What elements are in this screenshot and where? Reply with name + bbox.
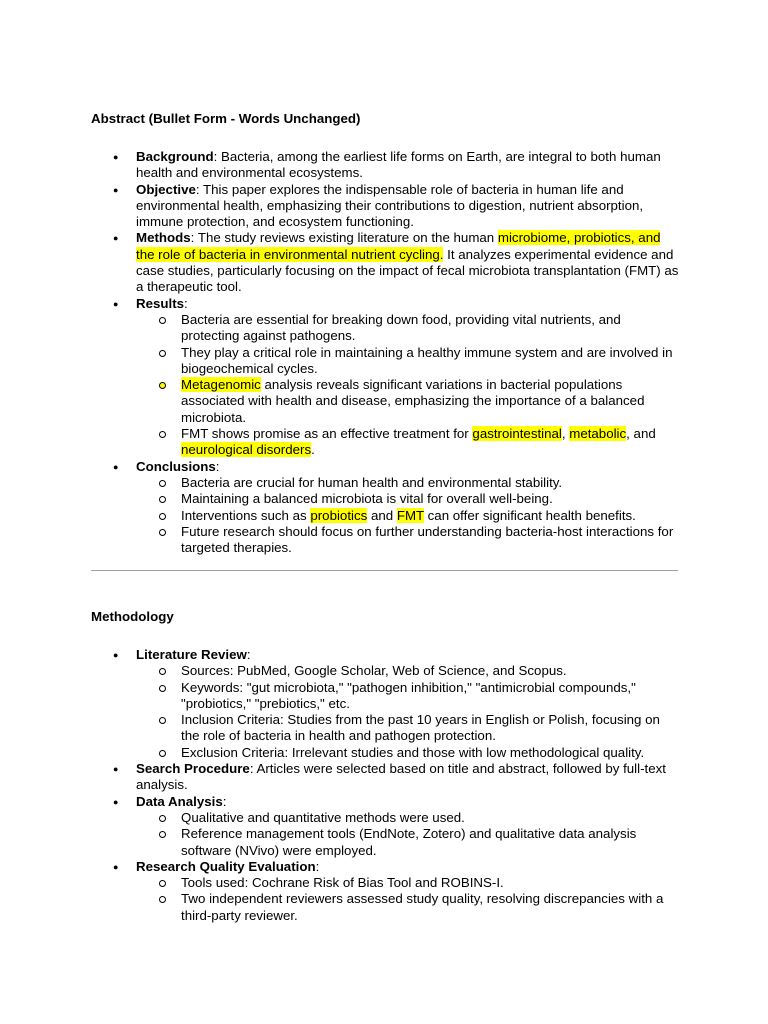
probiotics-highlight: probiotics (310, 507, 368, 523)
gastrointestinal-highlight: gastrointestinal (472, 426, 562, 442)
methodology-heading: Methodology (91, 609, 174, 624)
objective-label: Objective (136, 181, 196, 197)
results-item-3-text: analysis reveals significant variations in bacterial populations associated with health and disease, emphasizing the importance of a balanced microbiota. (181, 377, 645, 425)
results-item-4 (136, 426, 681, 459)
conclusions-item-1: Bacteria are crucial for human health and environmental stability. (136, 475, 681, 491)
data-analysis-item (91, 794, 681, 859)
literature-review-sources: Sources: PubMed, Google Scholar, Web of Science, and Scopus. (136, 663, 681, 679)
background-item (91, 149, 681, 182)
background-text: : Bacteria, among the earliest life forms on Earth, are integral to both human health and environmental ecosystems. (136, 149, 661, 181)
search-procedure-label: Search Procedure (136, 761, 250, 777)
conclusions-sublist (136, 475, 681, 556)
data-analysis-methods: Qualitative and quantitative methods were used. (136, 810, 681, 826)
results-item-4-end: . (311, 442, 315, 458)
abstract-section (91, 111, 681, 556)
results-item-4-before: FMT shows promise as an effective treatment for (181, 426, 473, 442)
methods-text-after: It analyzes experimental evidence and case studies, particularly focusing on the impact of fecal microbiota transplantation (FMT) as a therapeutic tool. (136, 246, 679, 295)
literature-review-sublist (136, 663, 681, 761)
data-analysis-tools: Reference management tools (EndNote, Zotero) and qualitative data analysis software (NVivo) were employed. (136, 826, 681, 859)
results-item-1: Bacteria are essential for breaking down food, providing vital nutrients, and protecting against pathogens. (136, 312, 681, 345)
results-sublist (136, 312, 681, 459)
search-procedure-item (91, 761, 681, 794)
conclusions-item-3-mid: and (367, 507, 397, 523)
methodology-list (91, 647, 681, 924)
conclusions-item-2: Maintaining a balanced microbiota is vital for overall well-being. (136, 491, 681, 507)
results-label: Results (136, 295, 185, 311)
literature-review-label: Literature Review (136, 647, 247, 662)
neurological-highlight: neurological disorders (181, 442, 312, 458)
literature-review-colon: : (246, 647, 251, 662)
research-quality-label: Research Quality Evaluation (136, 858, 316, 874)
data-analysis-colon: : (222, 793, 227, 809)
conclusions-label: Conclusions (136, 458, 216, 474)
literature-review-exclusion: Exclusion Criteria: Irrelevant studies and those with low methodological quality. (136, 745, 681, 761)
conclusions-item-4: Future research should focus on further understanding bacteria-host interactions for targeted therapies. (136, 524, 681, 557)
conclusions-item-3 (136, 508, 681, 524)
research-quality-reviewers: Two independent reviewers assessed study quality, resolving discrepancies with a third-party reviewer. (136, 891, 681, 924)
search-procedure-text: : Articles were selected based on title and abstract, followed by full-text analysis. (136, 761, 666, 793)
objective-text: : This paper explores the indispensable role of bacteria in human life and environmental health, emphasizing their contributions to digestion, nutrient absorption, immune protection, and ecosystem functioning. (136, 181, 644, 230)
results-item-3 (136, 377, 681, 426)
results-item (91, 296, 681, 459)
research-quality-item (91, 859, 681, 924)
results-item-2: They play a critical role in maintaining a healthy immune system and are involved in biogeochemical cycles. (136, 345, 681, 378)
methodology-section (91, 609, 681, 924)
conclusions-item-3-after: can offer significant health benefits. (423, 507, 636, 523)
conclusions-colon: : (215, 458, 220, 474)
results-item-4-sep1: , (561, 426, 570, 442)
methods-text-before: : The study reviews existing literature on the human (190, 230, 498, 246)
data-analysis-sublist (136, 810, 681, 859)
metagenomic-highlight: Metagenomic (181, 377, 261, 393)
conclusions-item-3-before: Interventions such as (181, 507, 311, 523)
section-divider (91, 570, 678, 571)
metabolic-highlight: metabolic (569, 426, 627, 442)
conclusions-item (91, 459, 681, 557)
abstract-heading: Abstract (Bullet Form - Words Unchanged) (91, 111, 361, 126)
data-analysis-label: Data Analysis (136, 793, 223, 809)
research-quality-sublist (136, 875, 681, 924)
objective-item (91, 182, 681, 231)
research-quality-colon: : (315, 858, 320, 874)
methods-highlight: microbiome, probiotics, and the role of bacteria in environmental nutrient cycling. (136, 230, 661, 262)
research-quality-tools: Tools used: Cochrane Risk of Bias Tool and ROBINS-I. (136, 875, 681, 891)
methods-label: Methods (136, 230, 191, 246)
fmt-highlight: FMT (396, 507, 424, 523)
literature-review-item (91, 647, 681, 761)
literature-review-keywords: Keywords: "gut microbiota," "pathogen inhibition," "antimicrobial compounds," "probiotics," "prebiotics," etc. (136, 680, 681, 713)
methods-item (91, 230, 681, 295)
background-label: Background (136, 149, 214, 164)
abstract-list (91, 149, 681, 556)
results-colon: : (184, 295, 188, 311)
results-item-4-sep2: , and (626, 426, 656, 442)
literature-review-inclusion: Inclusion Criteria: Studies from the past 10 years in English or Polish, focusing on the role of bacteria in health and pathogen protection. (136, 712, 681, 745)
